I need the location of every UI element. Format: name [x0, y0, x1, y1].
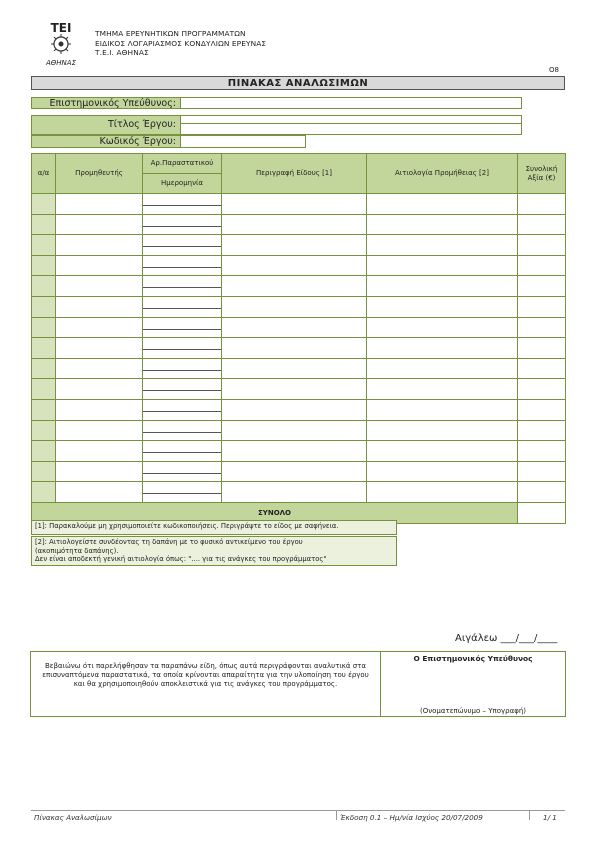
doc-number-subcell[interactable]: [143, 256, 221, 268]
signer-title: Ο Επιστημονικός Υπεύθυνος: [413, 654, 533, 663]
doc-number-subcell[interactable]: [143, 379, 221, 391]
header-date: Ημερομηνία: [143, 174, 222, 194]
note-2: [31, 536, 397, 566]
justification-cell[interactable]: [367, 194, 518, 215]
project-title-label: Τίτλος Έργου:: [31, 115, 181, 135]
amount-cell[interactable]: [518, 441, 566, 462]
supplier-cell[interactable]: [56, 482, 143, 503]
row-number-cell[interactable]: [32, 214, 56, 235]
doc-number-subcell[interactable]: [143, 359, 221, 371]
project-title-field-2[interactable]: [180, 123, 522, 135]
doc-date-cell[interactable]: [143, 420, 222, 441]
header-justification: Αιτιολογία Προμήθειας [2]: [367, 154, 518, 194]
organization-name: [95, 29, 266, 58]
doc-date-cell[interactable]: [143, 461, 222, 482]
row-number-cell[interactable]: [32, 296, 56, 317]
description-cell[interactable]: [222, 296, 367, 317]
justification-cell[interactable]: [367, 214, 518, 235]
header-supplier: Προμηθευτής: [56, 154, 143, 194]
supplier-cell[interactable]: [56, 255, 143, 276]
justification-cell[interactable]: [367, 255, 518, 276]
table-row: [32, 317, 566, 338]
amount-cell[interactable]: [518, 296, 566, 317]
total-label: ΣΥΝΟΛΟ: [32, 502, 518, 523]
table-row: [32, 420, 566, 441]
row-number-cell[interactable]: [32, 420, 56, 441]
description-cell[interactable]: [222, 461, 367, 482]
description-cell[interactable]: [222, 235, 367, 256]
description-cell[interactable]: [222, 399, 367, 420]
footer-divider: [31, 810, 565, 811]
table-row: [32, 358, 566, 379]
justification-cell[interactable]: [367, 358, 518, 379]
footer-doc-name: Πίνακας Αναλωσίμων: [34, 813, 112, 822]
doc-date-cell[interactable]: [143, 235, 222, 256]
amount-cell[interactable]: [518, 276, 566, 297]
justification-cell[interactable]: [367, 296, 518, 317]
header-description: Περιγραφή Είδους [1]: [222, 154, 367, 194]
doc-number-subcell[interactable]: [143, 194, 221, 206]
supplier-cell[interactable]: [56, 399, 143, 420]
row-number-cell[interactable]: [32, 317, 56, 338]
note-2-line-2: (ακοπιμότητα δαπάνης).: [35, 546, 119, 555]
justification-cell[interactable]: [367, 482, 518, 503]
doc-date-cell[interactable]: [143, 482, 222, 503]
description-cell[interactable]: [222, 379, 367, 400]
row-number-cell[interactable]: [32, 358, 56, 379]
justification-cell[interactable]: [367, 338, 518, 359]
justification-cell[interactable]: [367, 441, 518, 462]
description-cell[interactable]: [222, 255, 367, 276]
header-doc-number: Αρ.Παραστατικού: [143, 154, 222, 174]
table-row: [32, 214, 566, 235]
footer-separator-2: [529, 810, 530, 820]
table-row: [32, 255, 566, 276]
org-line-3: Τ.Ε.Ι. ΑΘΗΝΑΣ: [95, 48, 149, 57]
amount-cell[interactable]: [518, 194, 566, 215]
footer-version: Έκδοση 0.1 – Ημ/νία Ισχύος 20/07/2009: [340, 813, 483, 822]
supplier-cell[interactable]: [56, 338, 143, 359]
supplier-cell[interactable]: [56, 379, 143, 400]
doc-date-cell[interactable]: [143, 214, 222, 235]
doc-date-cell[interactable]: [143, 317, 222, 338]
doc-number-subcell[interactable]: [143, 297, 221, 309]
doc-number-subcell[interactable]: [143, 462, 221, 474]
row-number-cell[interactable]: [32, 482, 56, 503]
note-2-line-1: [2]: Αιτιολογείστε συνδέοντας τη δαπάνη με το φυσικό αντικείμενο του έργου: [35, 538, 303, 546]
description-cell[interactable]: [222, 358, 367, 379]
description-cell[interactable]: [222, 276, 367, 297]
svg-text:ΤΕΙ: ΤΕΙ: [50, 21, 72, 35]
supplier-cell[interactable]: [56, 317, 143, 338]
doc-number-subcell[interactable]: [143, 338, 221, 350]
description-cell[interactable]: [222, 482, 367, 503]
justification-cell[interactable]: [367, 420, 518, 441]
supplier-cell[interactable]: [56, 461, 143, 482]
note-1: [1]: Παρακαλούμε μη χρησιμοποιείτε κωδικοποιήσεις. Περιγράψτε το είδος με σαφήνεια.: [31, 520, 397, 535]
footer-page: 1/ 1: [543, 813, 557, 822]
header-total: Συνολική Αξία (€): [518, 154, 566, 194]
supplier-cell[interactable]: [56, 214, 143, 235]
table-row: [32, 276, 566, 297]
declaration-box: [30, 651, 566, 717]
form-code: Ο8: [549, 66, 559, 74]
justification-cell[interactable]: [367, 399, 518, 420]
description-cell[interactable]: [222, 194, 367, 215]
project-code-field[interactable]: [180, 135, 306, 148]
justification-cell[interactable]: [367, 235, 518, 256]
justification-cell[interactable]: [367, 461, 518, 482]
row-number-cell[interactable]: [32, 441, 56, 462]
expenses-table: [31, 153, 566, 524]
doc-date-cell[interactable]: [143, 399, 222, 420]
org-line-2: ΕΙΔΙΚΟΣ ΛΟΓΑΡΙΑΣΜΟΣ ΚΟΝΔΥΛΙΩΝ ΕΡΕΥΝΑΣ: [95, 38, 267, 48]
table-row: [32, 235, 566, 256]
supplier-cell[interactable]: [56, 276, 143, 297]
supplier-cell[interactable]: [56, 358, 143, 379]
table-row: [32, 399, 566, 420]
amount-cell[interactable]: [518, 338, 566, 359]
doc-number-subcell[interactable]: [143, 318, 221, 330]
description-cell[interactable]: [222, 317, 367, 338]
row-number-cell[interactable]: [32, 194, 56, 215]
doc-date-cell[interactable]: [143, 379, 222, 400]
supplier-cell[interactable]: [56, 420, 143, 441]
description-cell[interactable]: [222, 420, 367, 441]
justification-cell[interactable]: [367, 276, 518, 297]
justification-cell[interactable]: [367, 317, 518, 338]
doc-number-subcell[interactable]: [143, 482, 221, 494]
row-number-cell[interactable]: [32, 255, 56, 276]
signature-hint: (Ονοματεπώνυμο – Υπογραφή): [420, 707, 526, 715]
amount-cell[interactable]: [518, 358, 566, 379]
total-value-cell[interactable]: [518, 502, 566, 523]
supplier-cell[interactable]: [56, 194, 143, 215]
amount-cell[interactable]: [518, 255, 566, 276]
doc-date-cell[interactable]: [143, 338, 222, 359]
row-number-cell[interactable]: [32, 399, 56, 420]
row-number-cell[interactable]: [32, 235, 56, 256]
doc-date-cell[interactable]: [143, 358, 222, 379]
footer-separator-1: [336, 810, 337, 820]
doc-number-subcell[interactable]: [143, 215, 221, 227]
tei-athens-logo: [36, 20, 86, 68]
doc-date-cell[interactable]: [143, 276, 222, 297]
doc-number-subcell[interactable]: [143, 441, 221, 453]
description-cell[interactable]: [222, 441, 367, 462]
declaration-text: Βεβαιώνω ότι παρελήφθησαν τα παραπάνω είδη, όπως αυτά περιγράφονται αναλυτικά στα επισυναπτόμενα παραστατικά, τα οποία κρίνονται απαραίτητα για την υλοποίηση του έργου και θα χρησιμοποιηθούν αποκλειστικά για τις ανάγκες του προγράμματος.: [31, 652, 381, 716]
description-cell[interactable]: [222, 338, 367, 359]
doc-date-cell[interactable]: [143, 296, 222, 317]
table-row: [32, 194, 566, 215]
row-number-cell[interactable]: [32, 461, 56, 482]
project-code-label: Κωδικός Έργου:: [31, 135, 181, 148]
doc-date-cell[interactable]: [143, 441, 222, 462]
amount-cell[interactable]: [518, 420, 566, 441]
doc-number-subcell[interactable]: [143, 276, 221, 288]
row-number-cell[interactable]: [32, 276, 56, 297]
doc-number-subcell[interactable]: [143, 400, 221, 412]
header-num: α/α: [32, 154, 56, 194]
table-row: [32, 482, 566, 503]
table-row: [32, 441, 566, 462]
amount-cell[interactable]: [518, 482, 566, 503]
row-number-cell[interactable]: [32, 338, 56, 359]
page-title: ΠΙΝΑΚΑΣ ΑΝΑΛΩΣΙΜΩΝ: [31, 76, 565, 90]
description-cell[interactable]: [222, 214, 367, 235]
amount-cell[interactable]: [518, 235, 566, 256]
table-row: [32, 296, 566, 317]
supplier-cell[interactable]: [56, 235, 143, 256]
doc-date-cell[interactable]: [143, 194, 222, 215]
doc-number-subcell[interactable]: [143, 235, 221, 247]
doc-number-subcell[interactable]: [143, 421, 221, 433]
amount-cell[interactable]: [518, 461, 566, 482]
note-2-line-3: Δεν είναι αποδεκτή γενική αιτιολογία όπως: ".... για τις ανάγκες του προγράμματος": [35, 555, 327, 563]
amount-cell[interactable]: [518, 317, 566, 338]
row-number-cell[interactable]: [32, 379, 56, 400]
supplier-cell[interactable]: [56, 441, 143, 462]
doc-date-cell[interactable]: [143, 255, 222, 276]
org-line-1: ΤΜΗΜΑ ΕΡΕΥΝΗΤΙΚΩΝ ΠΡΟΓΡΑΜΜΑΤΩΝ: [95, 29, 246, 38]
table-row: [32, 461, 566, 482]
table-row: [32, 338, 566, 359]
table-row: [32, 379, 566, 400]
amount-cell[interactable]: [518, 214, 566, 235]
amount-cell[interactable]: [518, 399, 566, 420]
supervisor-label: Επιστημονικός Υπεύθυνος:: [31, 97, 181, 109]
supplier-cell[interactable]: [56, 296, 143, 317]
justification-cell[interactable]: [367, 379, 518, 400]
supervisor-field[interactable]: [180, 97, 522, 109]
amount-cell[interactable]: [518, 379, 566, 400]
svg-text:ΑΘΗΝΑΣ: ΑΘΗΝΑΣ: [45, 59, 77, 67]
place-date: Αιγάλεω ___/___/____: [455, 633, 558, 644]
